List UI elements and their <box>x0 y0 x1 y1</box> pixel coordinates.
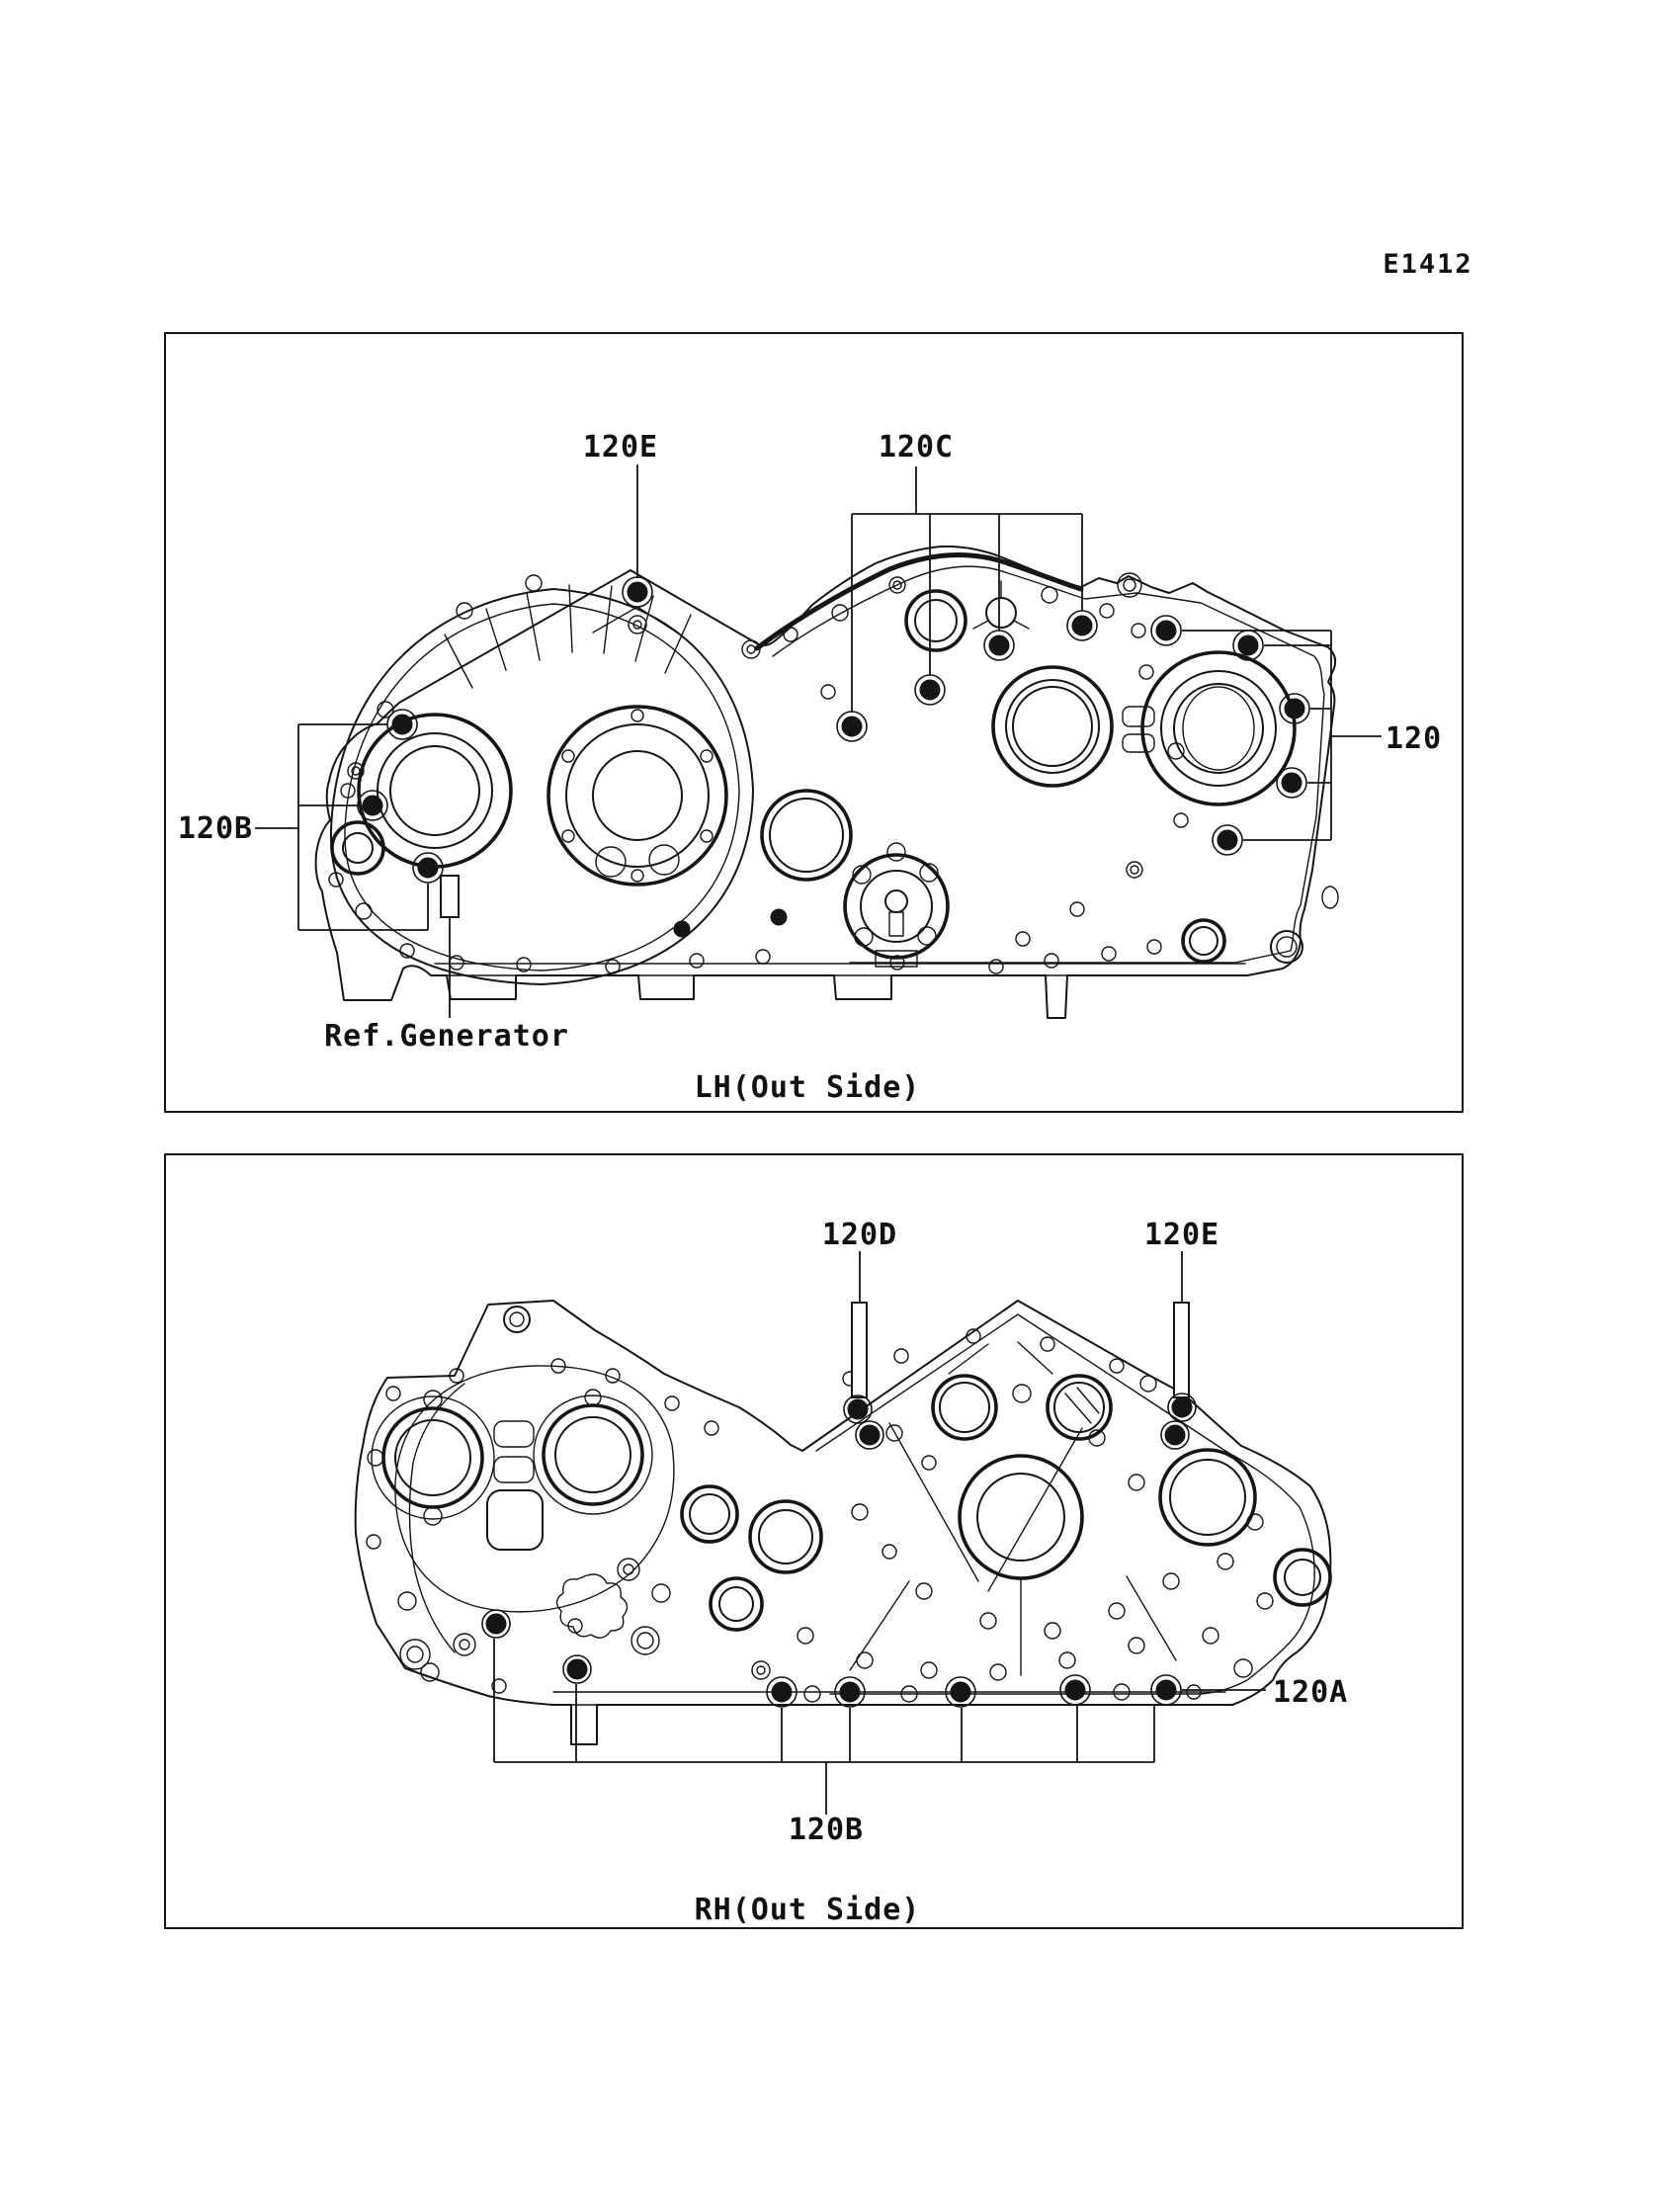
lh-bolt-120e <box>628 582 647 602</box>
lh-label-120b: 120B <box>177 811 254 846</box>
rh-label-120b: 120B <box>788 1813 865 1847</box>
rh-label-120d: 120D <box>821 1218 898 1252</box>
lh-caption: LH(Out Side) <box>694 1070 921 1105</box>
lh-label-120e: 120E <box>582 430 659 465</box>
rh-label-120e: 120E <box>1143 1218 1220 1252</box>
page-code: E1412 <box>1383 249 1473 280</box>
rh-right-bolt-holes <box>752 1329 1273 1702</box>
lh-label-ref-generator: Ref.Generator <box>324 1019 569 1054</box>
lh-panel-border <box>165 333 1463 1112</box>
lh-bolts-120c <box>837 611 1097 741</box>
lh-ref-generator-stud <box>441 876 459 917</box>
lh-fins <box>445 585 691 688</box>
lh-label-120c: 120C <box>878 430 955 465</box>
rh-label-120a: 120A <box>1273 1675 1349 1710</box>
rh-panel <box>165 1154 1463 1928</box>
lh-case-drawing <box>316 547 1338 1018</box>
lh-panel <box>165 333 1463 1112</box>
lh-label-120: 120 <box>1386 721 1443 756</box>
rh-stud-120e <box>1174 1303 1189 1397</box>
rh-stud-120d <box>852 1303 867 1397</box>
rh-caption: RH(Out Side) <box>694 1893 921 1927</box>
lh-pump-boss <box>845 843 948 967</box>
